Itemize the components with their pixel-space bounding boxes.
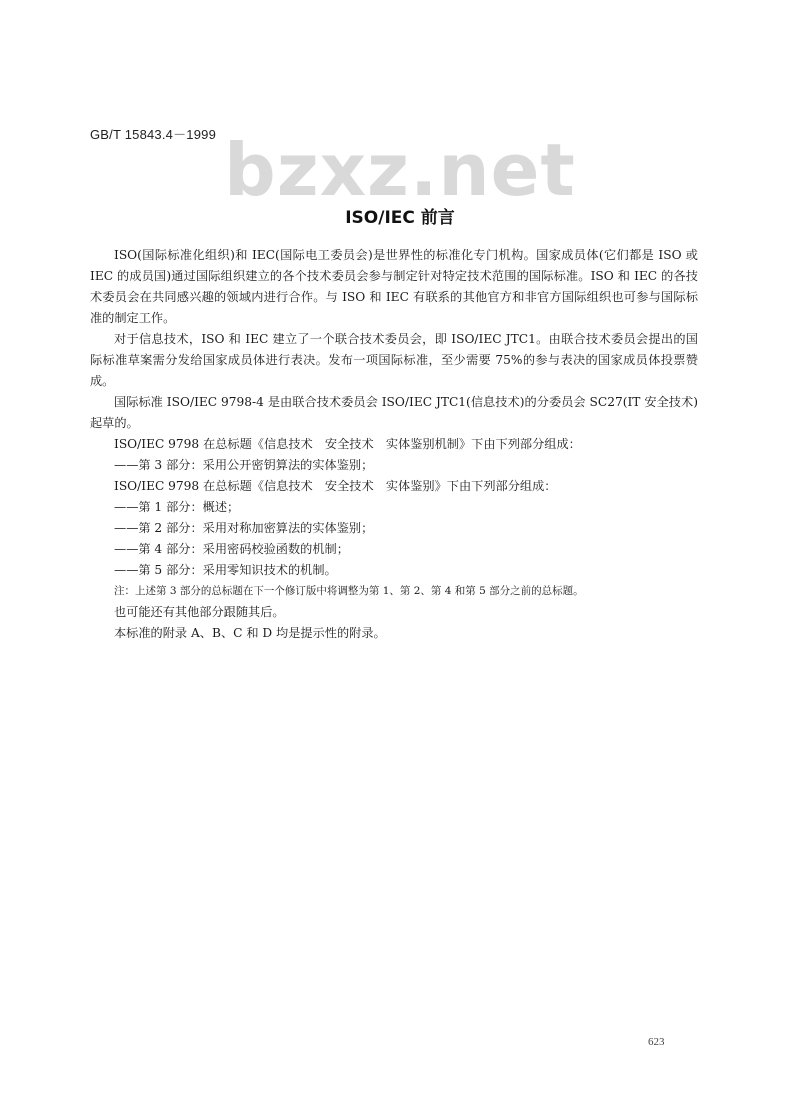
watermark-text: bzxz.net bbox=[224, 128, 576, 212]
paragraph-5: ISO/IEC 9798 在总标题《信息技术 安全技术 实体鉴别》下由下列部分组成： bbox=[114, 479, 557, 493]
list-item: ——第 2 部分：采用对称加密算法的实体鉴别； bbox=[114, 521, 374, 535]
list-item: ——第 4 部分：采用密码校验函数的机制； bbox=[114, 542, 349, 556]
list-item: ——第 5 部分：采用零知识技术的机制。 bbox=[114, 563, 337, 577]
paragraph-7: 本标准的附录 A、B、C 和 D 均是提示性的附录。 bbox=[114, 626, 386, 640]
page-number: 623 bbox=[648, 1036, 665, 1048]
note-text: 注：上述第 3 部分的总标题在下一个修订版中将调整为第 1、第 2、第 4 和第 5 部分之前的总标题。 bbox=[114, 585, 584, 597]
paragraph-3: 国际标准 ISO/IEC 9798-4 是由联合技术委员会 ISO/IEC JTC1(信息技术)的分委员会 SC27(IT 安全技术)起草的。 bbox=[90, 395, 698, 430]
section-title: ISO/IEC 前言 bbox=[345, 208, 455, 228]
paragraph-2: 对于信息技术，ISO 和 IEC 建立了一个联合技术委员会，即 ISO/IEC JTC1。由联合技术委员会提出的国际标准草案需分发给国家成员体进行表决。发布一项国际标准，至少需要 75%的参与表决的国家成员体投票赞成。 bbox=[90, 332, 698, 388]
foreword-body bbox=[90, 245, 698, 644]
paragraph-1: ISO(国际标准化组织)和 IEC(国际电工委员会)是世界性的标准化专门机构。国家成员体(它们都是 ISO 或 IEC 的成员国)通过国际组织建立的各个技术委员会参与制定针对特定技术范围的国际标准。ISO 和 IEC 的各技术委员会在共同感兴趣的领域内进行合作。与 ISO 和 IEC 有联系的其他官方和非官方国际组织也可参与国际标准的制定工作。 bbox=[90, 248, 698, 325]
paragraph-6: 也可能还有其他部分跟随其后。 bbox=[114, 605, 285, 619]
standard-code: GB/T 15843.4－1999 bbox=[90, 127, 217, 142]
list-item: ——第 3 部分：采用公开密钥算法的实体鉴别； bbox=[114, 458, 374, 472]
list-item: ——第 1 部分：概述； bbox=[114, 500, 240, 514]
paragraph-4: ISO/IEC 9798 在总标题《信息技术 安全技术 实体鉴别机制》下由下列部分组成： bbox=[114, 437, 581, 451]
